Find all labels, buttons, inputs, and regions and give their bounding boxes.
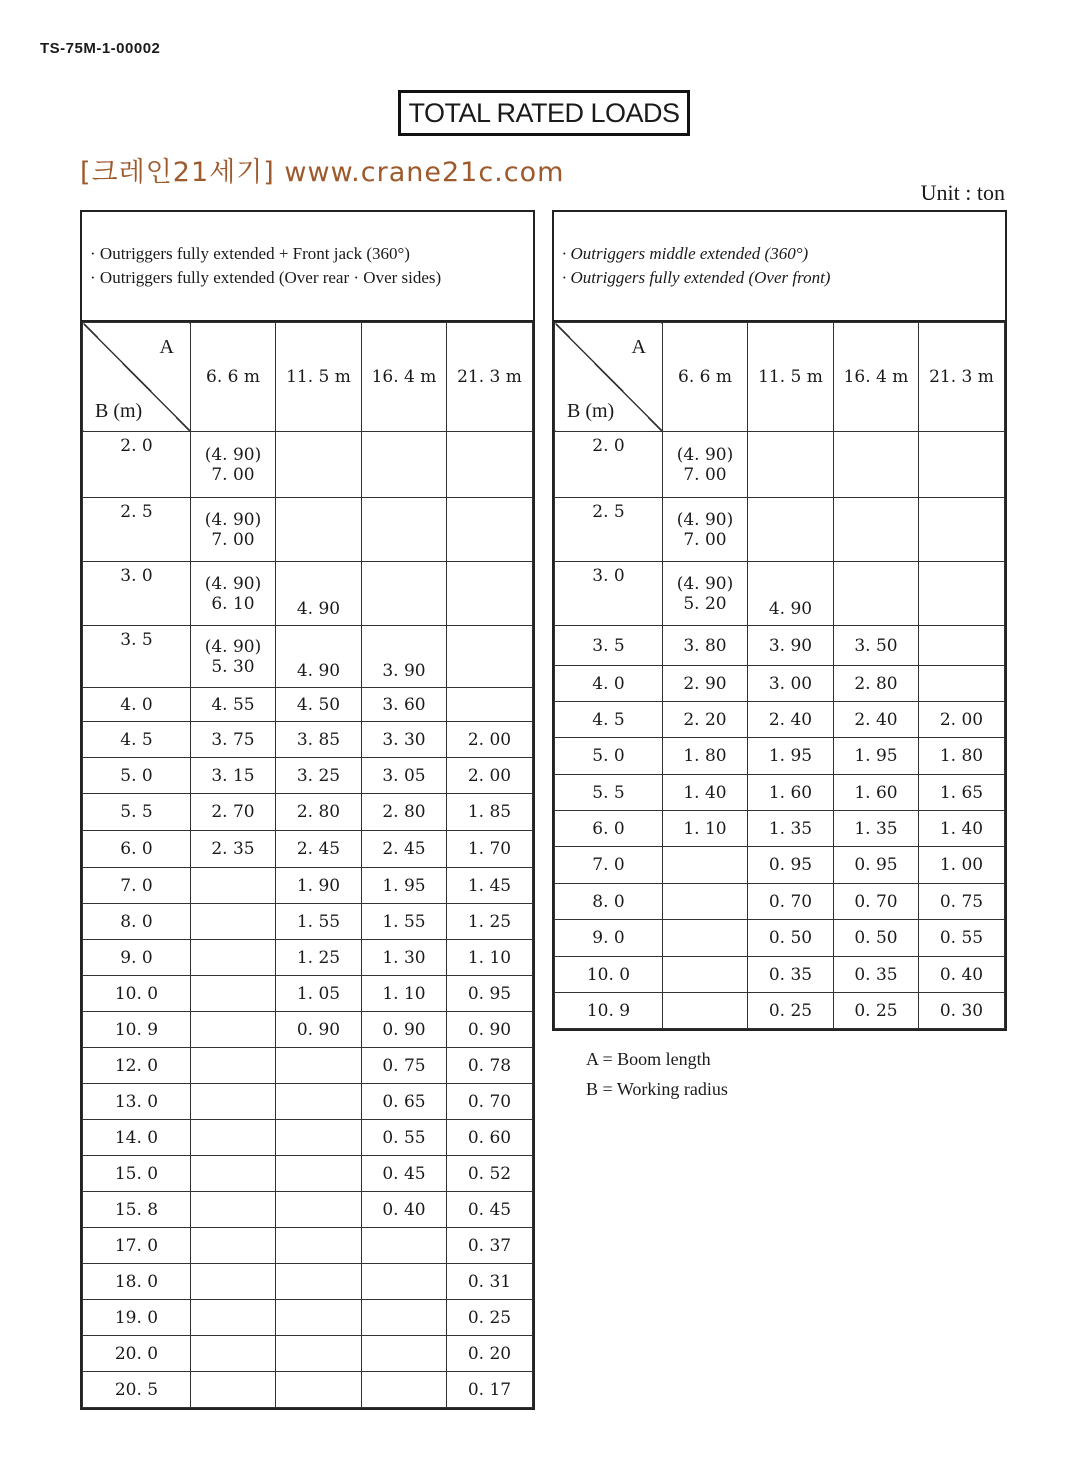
table-row bbox=[555, 884, 1005, 920]
working-radius-cell: 2. 5 bbox=[83, 498, 191, 562]
load-value-cell bbox=[191, 1300, 276, 1336]
boom-length-column-header: 16. 4 m bbox=[834, 323, 919, 432]
load-value-cell: 1. 40 bbox=[663, 775, 748, 811]
working-radius-cell: 3. 5 bbox=[83, 626, 191, 688]
table-row bbox=[555, 562, 1005, 626]
load-value-cell bbox=[663, 957, 748, 993]
working-radius-cell: 3. 0 bbox=[83, 562, 191, 626]
load-value-cell bbox=[362, 562, 447, 626]
load-value-cell bbox=[191, 904, 276, 940]
load-value-cell: 2. 00 bbox=[447, 758, 533, 794]
legend bbox=[586, 1044, 728, 1104]
load-value-cell bbox=[919, 432, 1005, 498]
load-value-cell: 2. 45 bbox=[362, 831, 447, 868]
table-row bbox=[83, 1372, 533, 1408]
table-row bbox=[83, 688, 533, 722]
load-value-cell: 0. 52 bbox=[447, 1156, 533, 1192]
load-value-cell bbox=[834, 562, 919, 626]
load-value-cell: 0. 70 bbox=[748, 884, 834, 920]
load-value-cell bbox=[276, 1336, 362, 1372]
load-value-cell: 1. 90 bbox=[276, 868, 362, 904]
load-value-cell bbox=[362, 1300, 447, 1336]
table-row bbox=[555, 847, 1005, 884]
load-value-cell: 3. 75 bbox=[191, 722, 276, 758]
load-value-cell: 3. 90 bbox=[362, 626, 447, 688]
working-radius-cell: 10. 0 bbox=[555, 957, 663, 993]
header-corner-cell bbox=[83, 323, 191, 432]
load-value-cell: 2. 00 bbox=[447, 722, 533, 758]
table-row bbox=[555, 920, 1005, 957]
load-value-cell: 1. 30 bbox=[362, 940, 447, 976]
table-row bbox=[555, 811, 1005, 847]
load-value: 5. 30 bbox=[211, 656, 255, 677]
load-value-front-jack: (4. 90) bbox=[204, 573, 262, 594]
boom-length-column-header: 11. 5 m bbox=[748, 323, 834, 432]
load-value-cell: 3. 05 bbox=[362, 758, 447, 794]
load-value-cell: 0. 55 bbox=[919, 920, 1005, 957]
load-value-cell: 1. 80 bbox=[663, 738, 748, 775]
table-row bbox=[83, 722, 533, 758]
load-value-cell bbox=[663, 847, 748, 884]
load-value-cell: 0. 75 bbox=[362, 1048, 447, 1084]
load-value-cell: 1. 40 bbox=[919, 811, 1005, 847]
load-value-cell: 2. 35 bbox=[191, 831, 276, 868]
load-value-cell: 3. 30 bbox=[362, 722, 447, 758]
load-value: 7. 00 bbox=[683, 464, 727, 485]
table-row bbox=[555, 626, 1005, 666]
working-radius-cell: 7. 0 bbox=[555, 847, 663, 884]
load-value-cell: 3. 60 bbox=[362, 688, 447, 722]
load-value-cell: 2. 40 bbox=[748, 702, 834, 738]
table-row bbox=[83, 868, 533, 904]
load-value-cell: 3. 50 bbox=[834, 626, 919, 666]
load-value-cell: 4. 55 bbox=[191, 688, 276, 722]
load-value-cell: 2. 80 bbox=[276, 794, 362, 831]
load-value-cell: 1. 25 bbox=[276, 940, 362, 976]
table-row bbox=[555, 702, 1005, 738]
working-radius-cell: 15. 8 bbox=[83, 1192, 191, 1228]
working-radius-cell: 10. 9 bbox=[555, 993, 663, 1029]
load-value-cell: 1. 10 bbox=[663, 811, 748, 847]
load-value-cell bbox=[919, 562, 1005, 626]
legend-boom-length: A = Boom length bbox=[586, 1049, 711, 1069]
load-value-cell bbox=[834, 432, 919, 498]
table-row bbox=[83, 1192, 533, 1228]
working-radius-cell: 7. 0 bbox=[83, 868, 191, 904]
load-value-cell: 1. 45 bbox=[447, 868, 533, 904]
load-value-cell bbox=[191, 868, 276, 904]
load-value-cell bbox=[191, 1372, 276, 1408]
working-radius-cell: 2. 0 bbox=[555, 432, 663, 498]
load-grid-right bbox=[554, 322, 1005, 1029]
working-radius-cell: 2. 0 bbox=[83, 432, 191, 498]
boom-length-header: A bbox=[159, 336, 174, 358]
working-radius-cell: 3. 5 bbox=[555, 626, 663, 666]
load-value-cell bbox=[191, 1156, 276, 1192]
load-value-cell: 0. 55 bbox=[362, 1120, 447, 1156]
load-value-cell: 0. 50 bbox=[748, 920, 834, 957]
load-table-left bbox=[80, 210, 535, 1410]
load-value: 7. 00 bbox=[211, 464, 255, 485]
load-value-cell: 2. 70 bbox=[191, 794, 276, 831]
load-value-cell: 3. 85 bbox=[276, 722, 362, 758]
table-row bbox=[83, 1084, 533, 1120]
table-row bbox=[83, 1228, 533, 1264]
load-value-cell bbox=[191, 1012, 276, 1048]
load-value-cell: 4. 90 bbox=[276, 562, 362, 626]
table-row bbox=[555, 666, 1005, 702]
working-radius-cell: 3. 0 bbox=[555, 562, 663, 626]
working-radius-cell: 15. 0 bbox=[83, 1156, 191, 1192]
header-corner-cell bbox=[555, 323, 663, 432]
load-value-cell: 1. 80 bbox=[919, 738, 1005, 775]
working-radius-cell: 4. 5 bbox=[83, 722, 191, 758]
load-value-cell bbox=[276, 1048, 362, 1084]
load-value-cell bbox=[276, 432, 362, 498]
load-value-cell: 0. 75 bbox=[919, 884, 1005, 920]
working-radius-cell: 5. 5 bbox=[83, 794, 191, 831]
table-row bbox=[555, 432, 1005, 498]
load-value-cell: 0. 78 bbox=[447, 1048, 533, 1084]
table-row bbox=[83, 1156, 533, 1192]
load-value-cell bbox=[191, 1264, 276, 1300]
load-value-cell: 0. 50 bbox=[834, 920, 919, 957]
load-value-cell: 2. 20 bbox=[663, 702, 748, 738]
load-value-cell bbox=[276, 1084, 362, 1120]
load-value-cell bbox=[919, 626, 1005, 666]
load-value-cell bbox=[191, 940, 276, 976]
boom-length-column-header: 11. 5 m bbox=[276, 323, 362, 432]
load-value-cell: 3. 15 bbox=[191, 758, 276, 794]
load-value-cell: 2. 80 bbox=[834, 666, 919, 702]
load-value-cell: 0. 60 bbox=[447, 1120, 533, 1156]
table-row bbox=[83, 562, 533, 626]
load-value-cell bbox=[447, 562, 533, 626]
load-value-front-jack: (4. 90) bbox=[204, 444, 262, 465]
table-row bbox=[83, 794, 533, 831]
table-row bbox=[83, 1336, 533, 1372]
load-value-front-jack: (4. 90) bbox=[676, 444, 734, 465]
load-value-front-jack: (4. 90) bbox=[204, 509, 262, 530]
load-value-cell bbox=[276, 1264, 362, 1300]
load-value-cell: 1. 35 bbox=[834, 811, 919, 847]
load-value-cell: 1. 95 bbox=[834, 738, 919, 775]
load-value-cell bbox=[362, 1372, 447, 1408]
load-value: 7. 00 bbox=[683, 529, 727, 550]
load-value-cell: 1. 10 bbox=[362, 976, 447, 1012]
load-value-cell bbox=[362, 1228, 447, 1264]
load-value: 5. 20 bbox=[683, 593, 727, 614]
table-row bbox=[555, 775, 1005, 811]
table-row bbox=[83, 1012, 533, 1048]
load-value-cell bbox=[663, 562, 748, 626]
condition-line: · Outriggers fully extended (Over front) bbox=[562, 268, 831, 287]
load-value-cell bbox=[748, 432, 834, 498]
table-row bbox=[83, 1048, 533, 1084]
load-value-cell: 0. 95 bbox=[834, 847, 919, 884]
load-value-cell bbox=[447, 432, 533, 498]
working-radius-cell: 4. 0 bbox=[555, 666, 663, 702]
load-value-cell bbox=[276, 1300, 362, 1336]
boom-length-column-header: 21. 3 m bbox=[919, 323, 1005, 432]
load-value-cell: 1. 60 bbox=[748, 775, 834, 811]
table-row bbox=[83, 976, 533, 1012]
working-radius-cell: 4. 5 bbox=[555, 702, 663, 738]
working-radius-cell: 9. 0 bbox=[83, 940, 191, 976]
load-value-cell: 2. 00 bbox=[919, 702, 1005, 738]
load-value-cell: 0. 70 bbox=[447, 1084, 533, 1120]
load-value-cell: 1. 95 bbox=[362, 868, 447, 904]
load-value-cell: 3. 00 bbox=[748, 666, 834, 702]
table-row bbox=[83, 940, 533, 976]
working-radius-cell: 5. 0 bbox=[555, 738, 663, 775]
boom-length-column-header: 6. 6 m bbox=[663, 323, 748, 432]
load-value-cell: 1. 85 bbox=[447, 794, 533, 831]
load-value-cell: 1. 55 bbox=[276, 904, 362, 940]
load-value-cell: 1. 95 bbox=[748, 738, 834, 775]
load-value-cell bbox=[276, 1192, 362, 1228]
table-row bbox=[83, 432, 533, 498]
load-value-cell bbox=[447, 626, 533, 688]
table-row bbox=[555, 957, 1005, 993]
load-value-cell bbox=[276, 1372, 362, 1408]
working-radius-cell: 2. 5 bbox=[555, 498, 663, 562]
boom-length-column-header: 21. 3 m bbox=[447, 323, 533, 432]
load-value-cell: 0. 31 bbox=[447, 1264, 533, 1300]
working-radius-cell: 8. 0 bbox=[83, 904, 191, 940]
load-value-cell bbox=[663, 498, 748, 562]
working-radius-cell: 19. 0 bbox=[83, 1300, 191, 1336]
load-value-cell bbox=[919, 666, 1005, 702]
load-value-cell: 0. 95 bbox=[748, 847, 834, 884]
load-value-cell: 0. 40 bbox=[362, 1192, 447, 1228]
load-value-cell: 1. 05 bbox=[276, 976, 362, 1012]
load-value-cell bbox=[276, 1156, 362, 1192]
load-value-cell: 0. 95 bbox=[447, 976, 533, 1012]
load-value-cell: 0. 35 bbox=[748, 957, 834, 993]
load-value-cell: 2. 40 bbox=[834, 702, 919, 738]
working-radius-cell: 4. 0 bbox=[83, 688, 191, 722]
load-value-cell: 0. 65 bbox=[362, 1084, 447, 1120]
load-value-cell: 1. 25 bbox=[447, 904, 533, 940]
conditions-left bbox=[82, 212, 533, 322]
table-row bbox=[555, 738, 1005, 775]
load-value-cell: 0. 17 bbox=[447, 1372, 533, 1408]
watermark-text: [크레인21세기] www.crane21c.com bbox=[80, 157, 565, 188]
load-value-cell bbox=[362, 432, 447, 498]
boom-length-column-header: 16. 4 m bbox=[362, 323, 447, 432]
working-radius-cell: 6. 0 bbox=[83, 831, 191, 868]
condition-line: · Outriggers fully extended + Front jack (360°) bbox=[90, 244, 410, 263]
load-value-cell bbox=[362, 498, 447, 562]
load-value-cell: 1. 00 bbox=[919, 847, 1005, 884]
table-row bbox=[83, 904, 533, 940]
load-value-front-jack: (4. 90) bbox=[676, 573, 734, 594]
load-value-cell: 0. 70 bbox=[834, 884, 919, 920]
load-value-cell: 4. 90 bbox=[748, 562, 834, 626]
load-value-cell bbox=[276, 498, 362, 562]
load-value-cell: 1. 10 bbox=[447, 940, 533, 976]
conditions-right bbox=[554, 212, 1005, 322]
load-value: 6. 10 bbox=[211, 593, 255, 614]
load-value-cell bbox=[191, 562, 276, 626]
table-row bbox=[83, 626, 533, 688]
load-grid-left bbox=[82, 322, 533, 1408]
load-value: 7. 00 bbox=[211, 529, 255, 550]
load-value-cell bbox=[191, 976, 276, 1012]
load-value-front-jack: (4. 90) bbox=[204, 636, 262, 657]
load-value-cell bbox=[663, 993, 748, 1029]
load-value-cell bbox=[748, 498, 834, 562]
load-value-cell: 0. 90 bbox=[362, 1012, 447, 1048]
table-row bbox=[83, 831, 533, 868]
load-value-cell: 0. 45 bbox=[447, 1192, 533, 1228]
table-row bbox=[83, 1120, 533, 1156]
load-value-cell bbox=[834, 498, 919, 562]
load-value-cell bbox=[447, 498, 533, 562]
working-radius-cell: 20. 0 bbox=[83, 1336, 191, 1372]
working-radius-header: B (m) bbox=[567, 400, 615, 422]
load-value-cell bbox=[447, 688, 533, 722]
working-radius-cell: 8. 0 bbox=[555, 884, 663, 920]
working-radius-cell: 17. 0 bbox=[83, 1228, 191, 1264]
load-value-cell: 0. 25 bbox=[748, 993, 834, 1029]
load-value-cell: 1. 35 bbox=[748, 811, 834, 847]
load-value-cell: 1. 55 bbox=[362, 904, 447, 940]
load-value-front-jack: (4. 90) bbox=[676, 509, 734, 530]
load-value-cell: 3. 80 bbox=[663, 626, 748, 666]
load-value-cell: 2. 45 bbox=[276, 831, 362, 868]
table-row bbox=[555, 993, 1005, 1029]
condition-line: · Outriggers middle extended (360°) bbox=[562, 244, 809, 263]
load-value-cell bbox=[191, 1120, 276, 1156]
working-radius-cell: 9. 0 bbox=[555, 920, 663, 957]
load-value-cell bbox=[191, 1084, 276, 1120]
load-value-cell: 0. 40 bbox=[919, 957, 1005, 993]
working-radius-cell: 18. 0 bbox=[83, 1264, 191, 1300]
load-value-cell bbox=[362, 1336, 447, 1372]
load-value-cell: 3. 25 bbox=[276, 758, 362, 794]
load-value-cell: 2. 80 bbox=[362, 794, 447, 831]
working-radius-header: B (m) bbox=[95, 400, 143, 422]
table-row bbox=[83, 498, 533, 562]
load-value-cell bbox=[663, 884, 748, 920]
load-value-cell bbox=[191, 432, 276, 498]
load-value-cell: 1. 60 bbox=[834, 775, 919, 811]
load-value-cell bbox=[362, 1264, 447, 1300]
table-row bbox=[83, 1300, 533, 1336]
table-row bbox=[83, 758, 533, 794]
load-value-cell: 3. 90 bbox=[748, 626, 834, 666]
load-value-cell bbox=[191, 1336, 276, 1372]
working-radius-cell: 14. 0 bbox=[83, 1120, 191, 1156]
load-value-cell bbox=[191, 498, 276, 562]
load-value-cell bbox=[919, 498, 1005, 562]
table-row bbox=[83, 1264, 533, 1300]
legend-working-radius: B = Working radius bbox=[586, 1079, 728, 1099]
load-value-cell: 0. 45 bbox=[362, 1156, 447, 1192]
load-table-right bbox=[552, 210, 1007, 1031]
working-radius-cell: 12. 0 bbox=[83, 1048, 191, 1084]
load-value-cell: 0. 30 bbox=[919, 993, 1005, 1029]
load-value-cell: 0. 90 bbox=[447, 1012, 533, 1048]
page-title: TOTAL RATED LOADS bbox=[398, 90, 690, 136]
load-value-cell: 4. 50 bbox=[276, 688, 362, 722]
load-value-cell bbox=[663, 432, 748, 498]
table-row bbox=[555, 498, 1005, 562]
load-value-cell: 1. 65 bbox=[919, 775, 1005, 811]
working-radius-cell: 5. 5 bbox=[555, 775, 663, 811]
load-value-cell bbox=[191, 626, 276, 688]
load-value-cell bbox=[276, 1228, 362, 1264]
unit-label: Unit : ton bbox=[920, 180, 1005, 205]
working-radius-cell: 20. 5 bbox=[83, 1372, 191, 1408]
working-radius-cell: 10. 0 bbox=[83, 976, 191, 1012]
load-value-cell bbox=[191, 1228, 276, 1264]
load-value-cell: 0. 37 bbox=[447, 1228, 533, 1264]
load-value-cell bbox=[276, 1120, 362, 1156]
load-value-cell: 0. 90 bbox=[276, 1012, 362, 1048]
load-value-cell: 1. 70 bbox=[447, 831, 533, 868]
load-value-cell: 0. 25 bbox=[834, 993, 919, 1029]
working-radius-cell: 6. 0 bbox=[555, 811, 663, 847]
boom-length-column-header: 6. 6 m bbox=[191, 323, 276, 432]
document-code: TS-75M-1-00002 bbox=[40, 40, 161, 57]
load-value-cell: 2. 90 bbox=[663, 666, 748, 702]
load-value-cell: 4. 90 bbox=[276, 626, 362, 688]
load-value-cell: 0. 35 bbox=[834, 957, 919, 993]
boom-length-header: A bbox=[631, 336, 646, 358]
working-radius-cell: 13. 0 bbox=[83, 1084, 191, 1120]
working-radius-cell: 10. 9 bbox=[83, 1012, 191, 1048]
load-value-cell: 0. 20 bbox=[447, 1336, 533, 1372]
load-value-cell: 0. 25 bbox=[447, 1300, 533, 1336]
working-radius-cell: 5. 0 bbox=[83, 758, 191, 794]
load-value-cell bbox=[191, 1048, 276, 1084]
load-value-cell bbox=[663, 920, 748, 957]
condition-line: · Outriggers fully extended (Over rear · Over sides) bbox=[90, 268, 442, 287]
load-value-cell bbox=[191, 1192, 276, 1228]
